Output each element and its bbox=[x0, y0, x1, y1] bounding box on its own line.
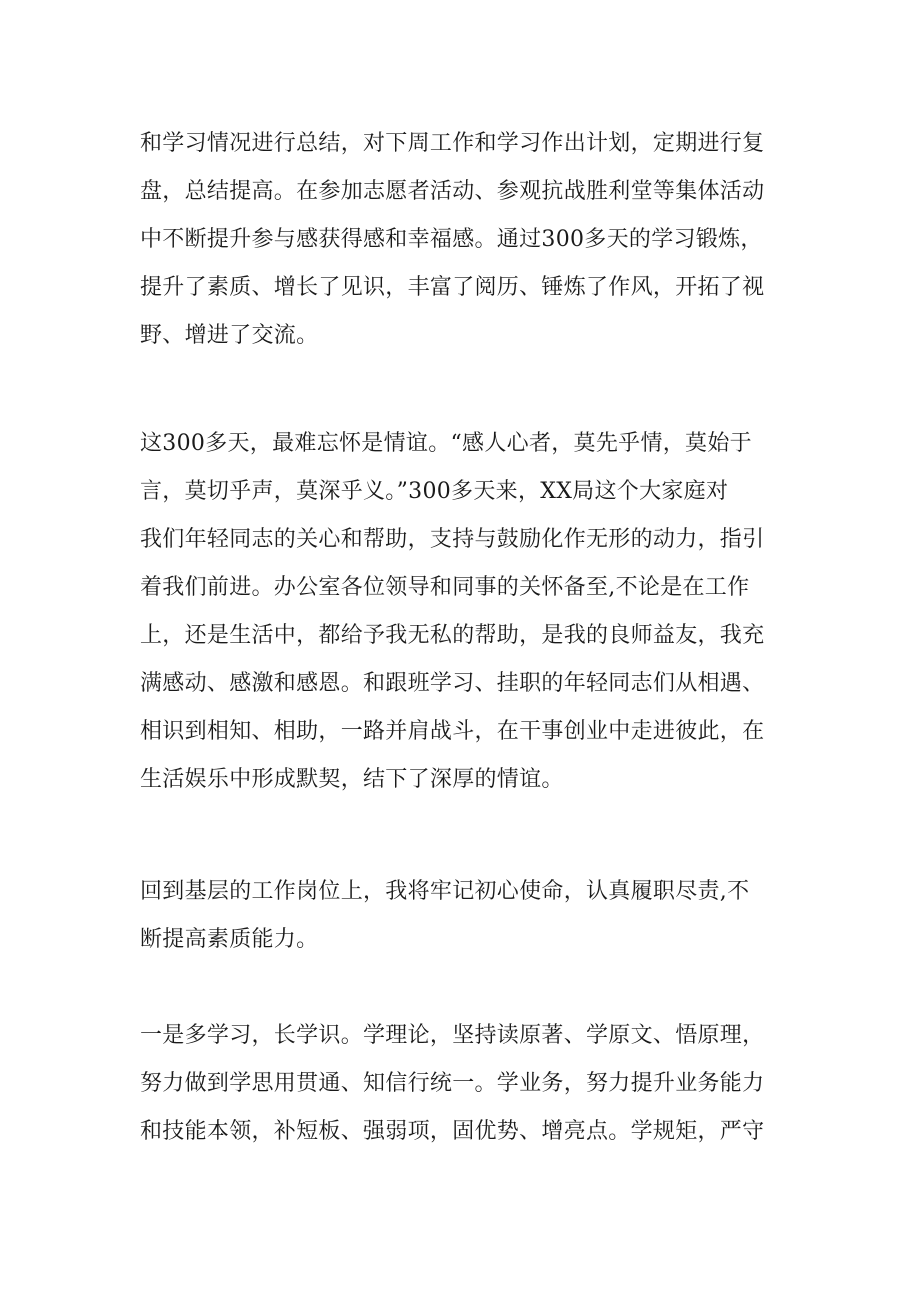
text-line: 相识到相知、相助，一路并肩战斗，在干事创业中走进彼此，在 bbox=[140, 719, 765, 744]
text-line: 我们年轻同志的关心和帮助，支持与鼓励化作无形的动力，指引 bbox=[140, 527, 765, 552]
text-line: 这300多天，最难忘怀是情谊。“感人心者，莫先乎情，莫始于 bbox=[140, 431, 752, 456]
text-line: 野、增进了交流。 bbox=[140, 323, 319, 348]
paragraph-study-summary bbox=[140, 120, 790, 360]
text-line: 盘，总结提高。在参加志愿者活动、参观抗战胜利堂等集体活动 bbox=[140, 179, 765, 204]
text-line: 生活娱乐中形成默契，结下了深厚的情谊。 bbox=[140, 767, 564, 792]
text-line: 一是多学习，长学识。学理论，坚持读原著、学原文、悟原理， bbox=[140, 1023, 765, 1048]
paragraph-return-to-post bbox=[140, 868, 790, 964]
paragraph-study-more bbox=[140, 1012, 790, 1156]
text-line: 上，还是生活中，都给予我无私的帮助，是我的良师益友，我充 bbox=[140, 623, 765, 648]
text-line: 回到基层的工作岗位上，我将牢记初心使命，认真履职尽责,不 bbox=[140, 879, 750, 904]
text-line: 提升了素质、增长了见识，丰富了阅历、锤炼了作风，开拓了视 bbox=[140, 275, 765, 300]
text-line: 着我们前进。办公室各位领导和同事的关怀备至,不论是在工作 bbox=[140, 575, 750, 600]
text-line: 满感动、感激和感恩。和跟班学习、挂职的年轻同志们从相遇、 bbox=[140, 671, 765, 696]
text-line: 断提高素质能力。 bbox=[140, 927, 319, 952]
text-line: 中不断提升参与感获得感和幸福感。通过300多天的学习锻炼， bbox=[140, 227, 763, 252]
text-line: 和技能本领，补短板、强弱项，固优势、增亮点。学规矩，严守 bbox=[140, 1119, 765, 1144]
paragraph-friendship bbox=[140, 420, 790, 804]
text-line: 言，莫切乎声，莫深乎义。”300多天来，XX局这个大家庭对 bbox=[140, 479, 729, 504]
text-line: 努力做到学思用贯通、知信行统一。学业务，努力提升业务能力 bbox=[140, 1071, 765, 1096]
text-line: 和学习情况进行总结，对下周工作和学习作出计划，定期进行复 bbox=[140, 131, 765, 156]
